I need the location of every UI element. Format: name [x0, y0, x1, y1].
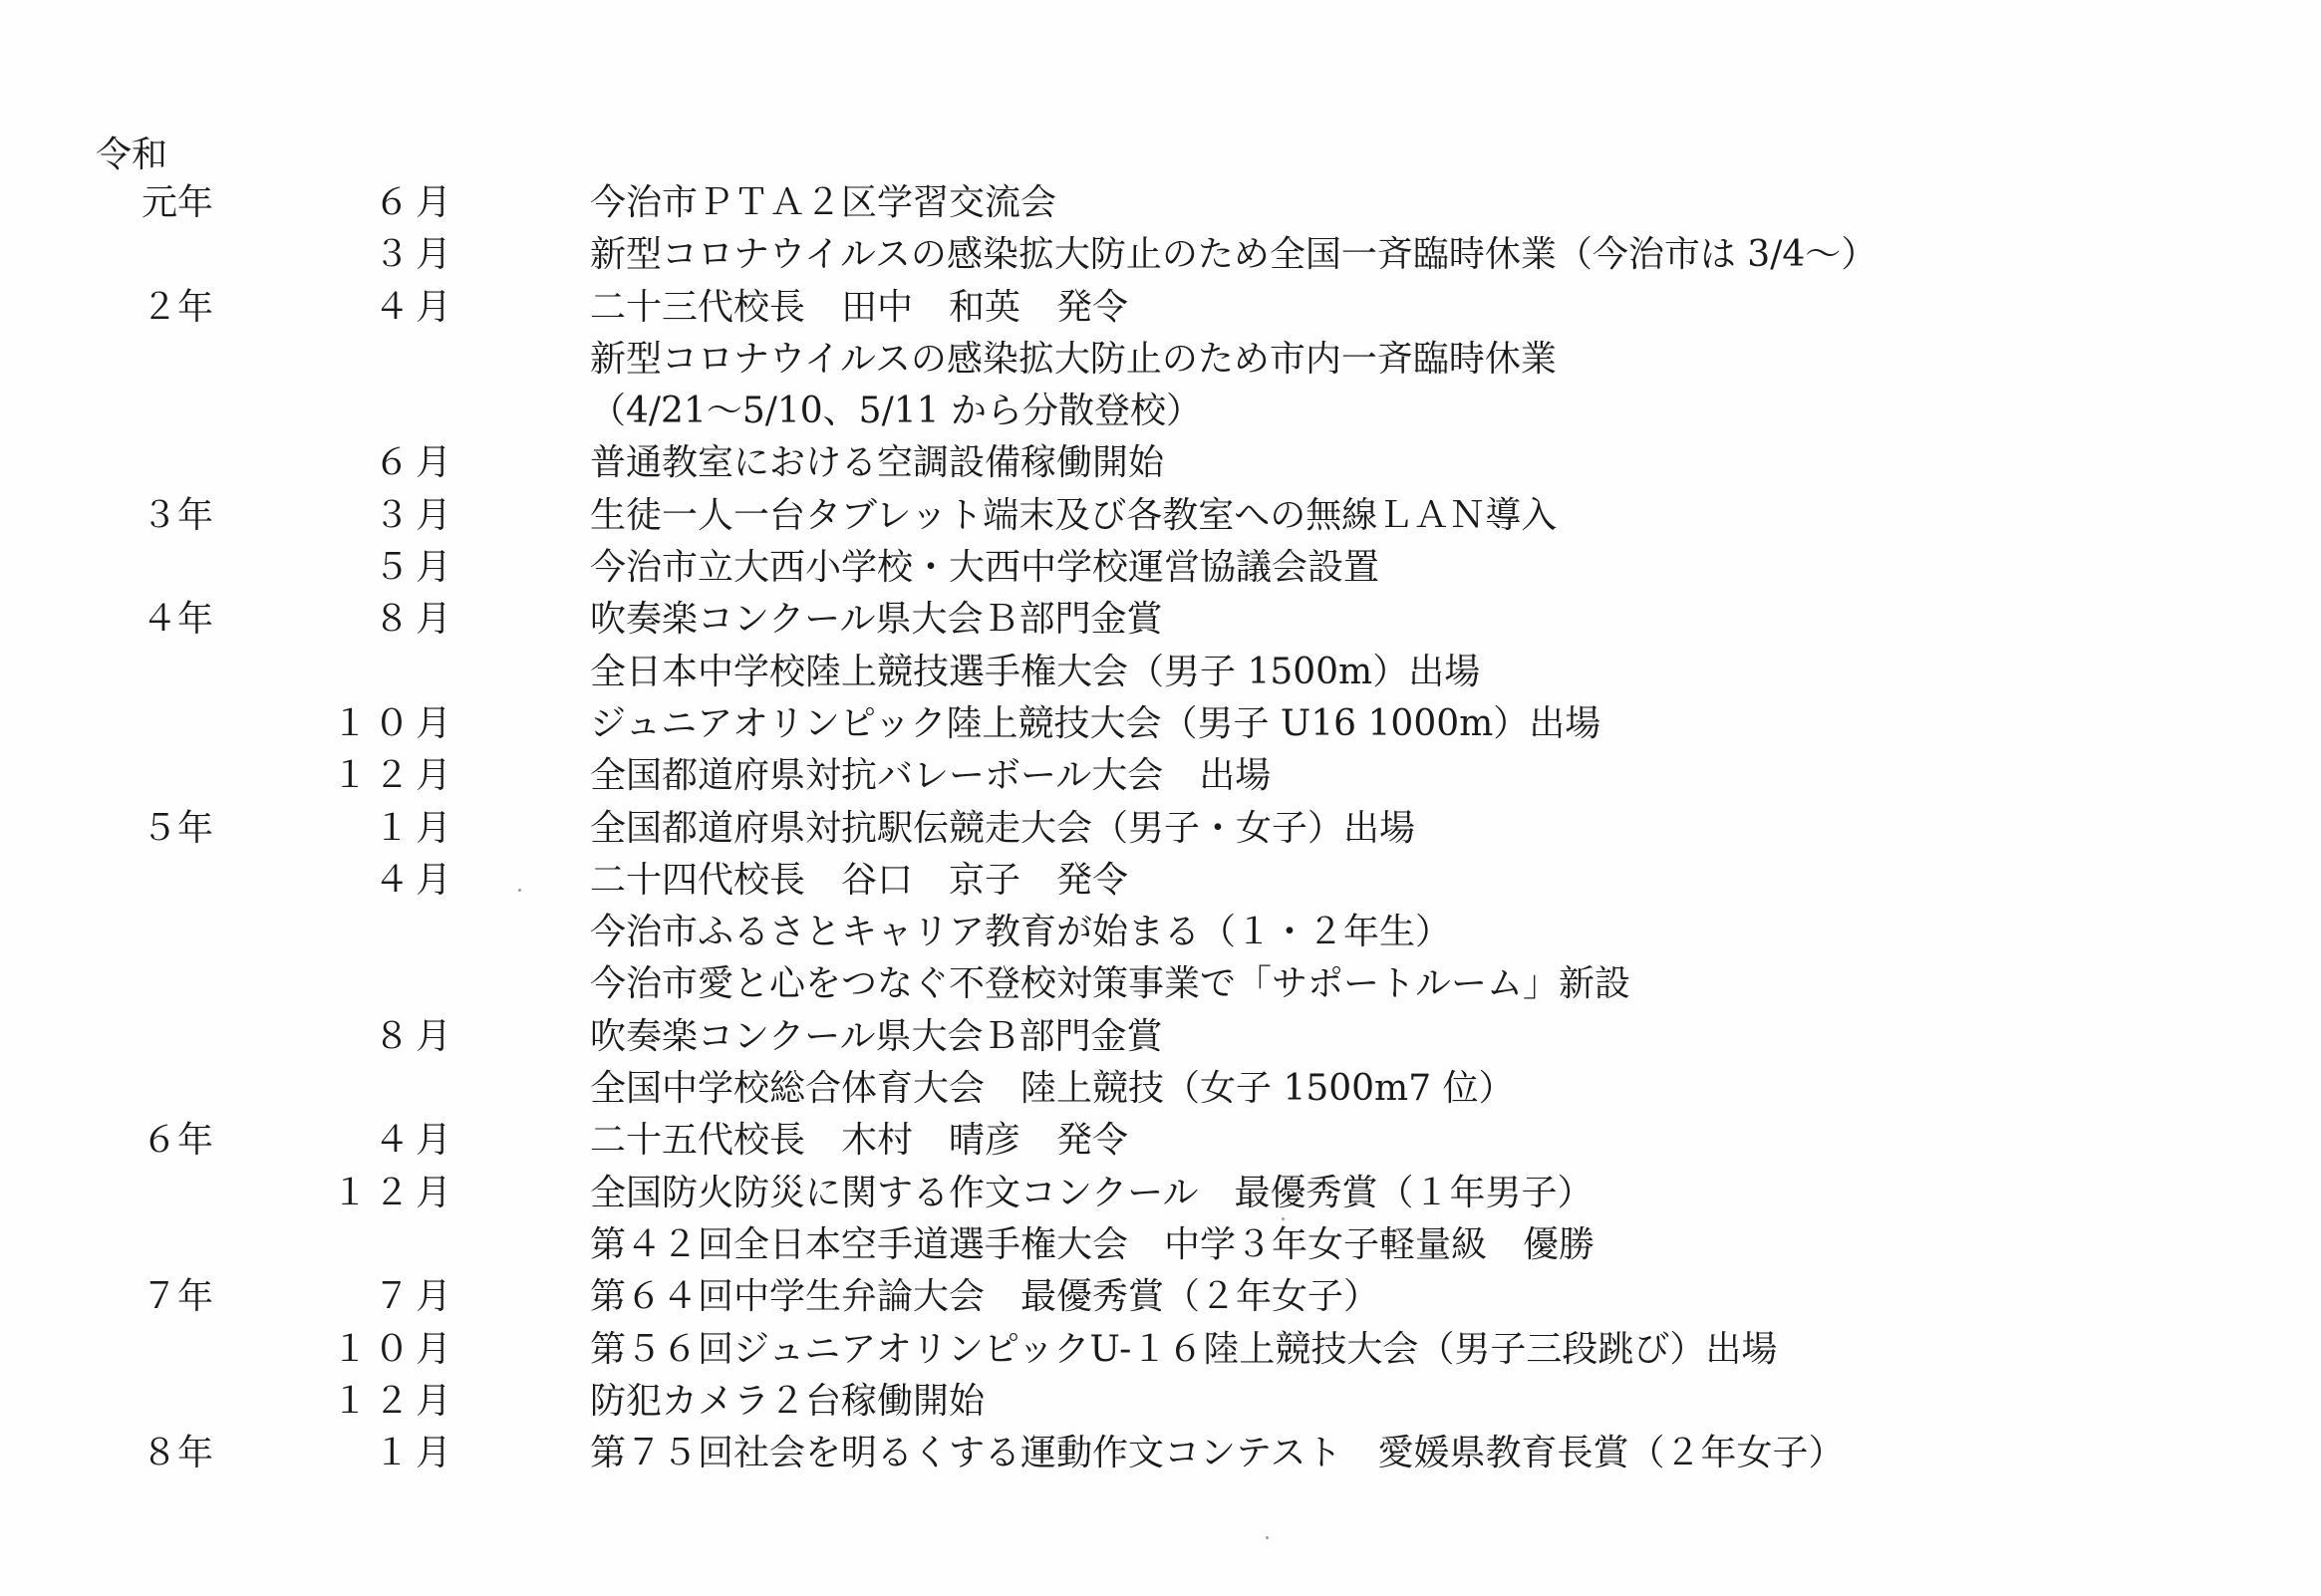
row-event: 今治市立大西小学校・大西中学校運営協議会設置: [590, 547, 1380, 589]
history-timeline: [0, 177, 2321, 1479]
row-event: 第６４回中学生弁論大会 最優秀賞（２年女子）: [590, 1276, 1380, 1318]
row-month: ８月: [373, 599, 457, 641]
timeline-row: [0, 750, 2321, 802]
row-event: 防犯カメラ２台稼働開始: [590, 1380, 986, 1422]
timeline-row: [0, 490, 2321, 542]
timeline-row: [0, 1011, 2321, 1063]
timeline-row: [0, 1168, 2321, 1219]
row-event: 今治市愛と心をつなぐ不登校対策事業で「サポートルーム」新設: [590, 963, 1631, 1005]
timeline-row: [0, 803, 2321, 855]
scan-speck: [518, 889, 521, 892]
row-month: ４月: [373, 286, 457, 328]
row-event: 全国都道府県対抗バレーボール大会 出場: [590, 755, 1272, 797]
timeline-row: [0, 1219, 2321, 1271]
row-month: １２月: [331, 1172, 457, 1213]
row-year: ２年: [141, 286, 213, 328]
row-event: 吹奏楽コンクール県大会Ｂ部門金賞: [590, 599, 1163, 641]
row-month: ８月: [373, 1015, 457, 1057]
row-event: 二十五代校長 木村 晴彦 発令: [590, 1120, 1129, 1162]
timeline-row: [0, 542, 2321, 594]
timeline-row: [0, 437, 2321, 489]
row-month: ５月: [373, 547, 457, 589]
timeline-row: [0, 958, 2321, 1010]
row-year: ７年: [141, 1276, 213, 1318]
row-year: ３年: [141, 494, 213, 536]
row-month: ４月: [373, 1120, 457, 1162]
row-event: 二十四代校長 谷口 京子 発令: [590, 859, 1129, 901]
row-event: （4/21〜5/10、5/11 から分散登校）: [590, 391, 1202, 432]
era-label: 令和: [96, 134, 168, 175]
timeline-row: [0, 1063, 2321, 1115]
row-month: １０月: [331, 702, 457, 744]
timeline-row: [0, 229, 2321, 281]
row-event: 普通教室における空調設備稼働開始: [590, 442, 1165, 484]
row-event: 全国防火防災に関する作文コンクール 最優秀賞（１年男子）: [590, 1172, 1594, 1213]
row-event: 全国中学校総合体育大会 陸上競技（女子 1500m7 位）: [590, 1068, 1515, 1110]
timeline-row: [0, 282, 2321, 334]
row-event: 第４２回全日本空手道選手権大会 中学３年女子軽量級 優勝: [590, 1223, 1596, 1265]
row-month: ３月: [373, 234, 457, 276]
timeline-row: [0, 855, 2321, 907]
row-event: 二十三代校長 田中 和英 発令: [590, 286, 1129, 328]
row-year: ６年: [141, 1120, 213, 1162]
row-event: 新型コロナウイルスの感染拡大防止のため市内一斉臨時休業: [590, 338, 1557, 380]
row-month: ３月: [373, 494, 457, 536]
timeline-row: [0, 647, 2321, 698]
row-event: 全国都道府県対抗駅伝競走大会（男子・女子）出場: [590, 807, 1416, 849]
row-event: 第５６回ジュニアオリンピックU-１６陸上競技大会（男子三段跳び）出場: [590, 1328, 1778, 1370]
row-month: １月: [373, 807, 457, 849]
timeline-row: [0, 698, 2321, 750]
timeline-row: [0, 386, 2321, 437]
row-event: 第７５回社会を明るくする運動作文コンテスト 愛媛県教育長賞（２年女子）: [590, 1433, 1845, 1474]
row-month: １０月: [331, 1328, 457, 1370]
scan-speck: [1282, 1217, 1285, 1220]
row-year: 元年: [141, 182, 213, 223]
timeline-row: [0, 334, 2321, 386]
timeline-row: [0, 177, 2321, 229]
row-event: 全日本中学校陸上競技選手権大会（男子 1500m）出場: [590, 651, 1481, 692]
row-month: ６月: [373, 182, 457, 223]
timeline-row: [0, 594, 2321, 646]
timeline-row: [0, 1376, 2321, 1428]
row-event: 吹奏楽コンクール県大会Ｂ部門金賞: [590, 1015, 1163, 1057]
timeline-row: [0, 1115, 2321, 1167]
timeline-row: [0, 907, 2321, 958]
row-event: 今治市ＰＴＡ２区学習交流会: [590, 182, 1057, 223]
row-month: １２月: [331, 755, 457, 797]
timeline-row: [0, 1428, 2321, 1479]
row-month: １月: [373, 1433, 457, 1474]
row-year: ５年: [141, 807, 213, 849]
row-month: １２月: [331, 1380, 457, 1422]
scan-speck: [1266, 1536, 1269, 1539]
timeline-row: [0, 1271, 2321, 1323]
row-event: 生徒一人一台タブレット端末及び各教室への無線ＬＡＮ導入: [590, 494, 1558, 536]
row-month: ７月: [373, 1276, 457, 1318]
row-year: ８年: [141, 1433, 213, 1474]
row-event: 今治市ふるさとキャリア教育が始まる（１・２年生）: [590, 912, 1452, 953]
row-event: ジュニアオリンピック陸上競技大会（男子 U16 1000m）出場: [590, 702, 1601, 744]
timeline-row: [0, 1324, 2321, 1376]
row-event: 新型コロナウイルスの感染拡大防止のため全国一斉臨時休業（今治市は 3/4〜）: [590, 234, 1878, 276]
row-month: ６月: [373, 442, 457, 484]
row-year: ４年: [141, 599, 213, 641]
row-month: ４月: [373, 859, 457, 901]
